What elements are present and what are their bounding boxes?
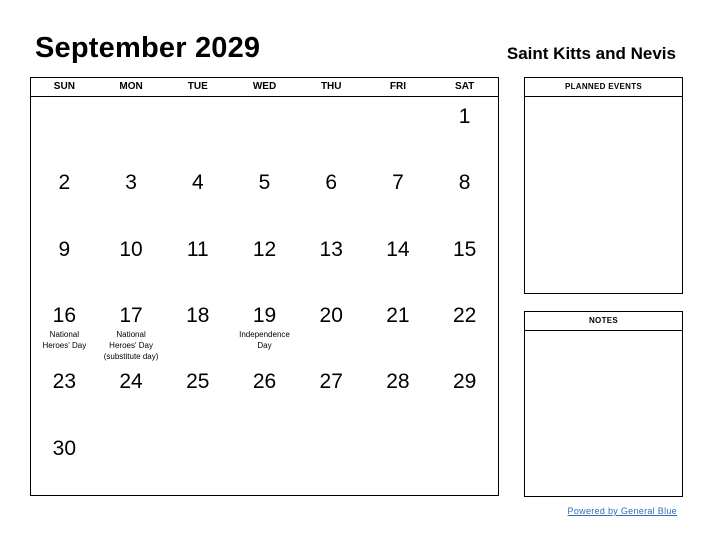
weekday-mon: MON	[119, 81, 143, 92]
weekday-wed: WED	[252, 81, 277, 92]
day-number: 30	[52, 436, 77, 460]
day-number: 11	[186, 237, 209, 261]
day-number: 2	[58, 171, 71, 195]
day-cell	[431, 163, 498, 229]
day-cell	[164, 429, 231, 495]
powered-by-link[interactable]: Powered by General Blue	[567, 506, 677, 516]
day-cell	[231, 362, 298, 428]
day-cell	[365, 97, 432, 163]
day-cell	[164, 230, 231, 296]
day-number: 3	[125, 171, 137, 195]
day-number: 26	[252, 370, 277, 394]
day-cell	[365, 429, 432, 495]
day-number: 15	[452, 237, 477, 261]
day-number: 9	[58, 237, 71, 261]
weekday-tue: TUE	[187, 81, 208, 92]
day-cell	[98, 230, 165, 296]
day-cell	[164, 296, 231, 362]
day-number: 12	[252, 237, 277, 261]
day-cell	[431, 230, 498, 296]
day-cell	[365, 163, 432, 229]
day-cell	[31, 97, 98, 163]
day-cell	[231, 429, 298, 495]
day-cell	[365, 296, 432, 362]
day-cell	[298, 296, 365, 362]
day-cell	[298, 163, 365, 229]
day-cell	[31, 296, 98, 362]
day-number: 27	[319, 370, 343, 394]
weekday-sat: SAT	[455, 81, 475, 92]
planned-events-header: PLANNED EVENTS	[525, 78, 682, 97]
notes-panel	[524, 311, 683, 497]
day-cell	[231, 163, 298, 229]
day-cell	[164, 362, 231, 428]
day-number: 4	[191, 171, 204, 195]
day-cell	[231, 97, 298, 163]
day-number: 7	[392, 171, 404, 195]
day-cell	[298, 97, 365, 163]
day-cell	[298, 230, 365, 296]
weekday-sun: SUN	[53, 81, 75, 92]
country-name: Saint Kitts and Nevis	[506, 44, 676, 63]
weekday-fri: FRI	[389, 81, 406, 92]
day-number: 5	[258, 171, 271, 195]
day-cell	[431, 97, 498, 163]
day-cell	[431, 429, 498, 495]
day-cell	[365, 362, 432, 428]
notes-header: NOTES	[525, 312, 682, 331]
day-cell	[298, 362, 365, 428]
planned-events-panel	[524, 77, 683, 294]
page-title: September 2029	[35, 32, 261, 64]
day-grid	[31, 97, 498, 495]
calendar-grid	[30, 77, 499, 496]
day-cell	[431, 362, 498, 428]
day-number: 8	[458, 171, 471, 195]
day-number: 28	[386, 370, 410, 394]
day-number: 20	[319, 304, 343, 327]
day-number: 1	[458, 105, 471, 128]
weekday-thu: THU	[320, 81, 342, 92]
day-number: 17	[119, 304, 143, 327]
holiday-label: National Heroes' Day	[42, 330, 87, 350]
day-cell	[231, 296, 298, 362]
day-cell	[98, 296, 165, 362]
day-cell	[31, 163, 98, 229]
day-number: 10	[119, 237, 143, 261]
day-cell	[31, 362, 98, 428]
day-cell	[98, 362, 165, 428]
day-number: 22	[452, 304, 477, 327]
day-number: 16	[52, 304, 77, 327]
day-number: 13	[319, 237, 343, 261]
day-cell	[164, 163, 231, 229]
day-cell	[98, 429, 165, 495]
day-cell	[231, 230, 298, 296]
day-number: 29	[452, 370, 477, 394]
day-number: 25	[186, 370, 210, 394]
day-cell	[31, 429, 98, 495]
day-number: 21	[386, 304, 410, 327]
day-number: 6	[325, 171, 338, 195]
weekday-header-row	[31, 78, 498, 97]
day-cell	[298, 429, 365, 495]
day-number: 24	[119, 370, 143, 394]
holiday-label: Independence Day	[239, 330, 290, 350]
day-number: 19	[252, 304, 277, 327]
day-cell	[98, 163, 165, 229]
day-cell	[164, 97, 231, 163]
holiday-label: National Heroes' Day (substitute day)	[103, 330, 159, 361]
day-cell	[365, 230, 432, 296]
day-number: 23	[52, 370, 77, 394]
day-cell	[98, 97, 165, 163]
day-cell	[31, 230, 98, 296]
day-number: 18	[186, 304, 210, 327]
day-cell	[431, 296, 498, 362]
day-number: 14	[386, 237, 410, 261]
